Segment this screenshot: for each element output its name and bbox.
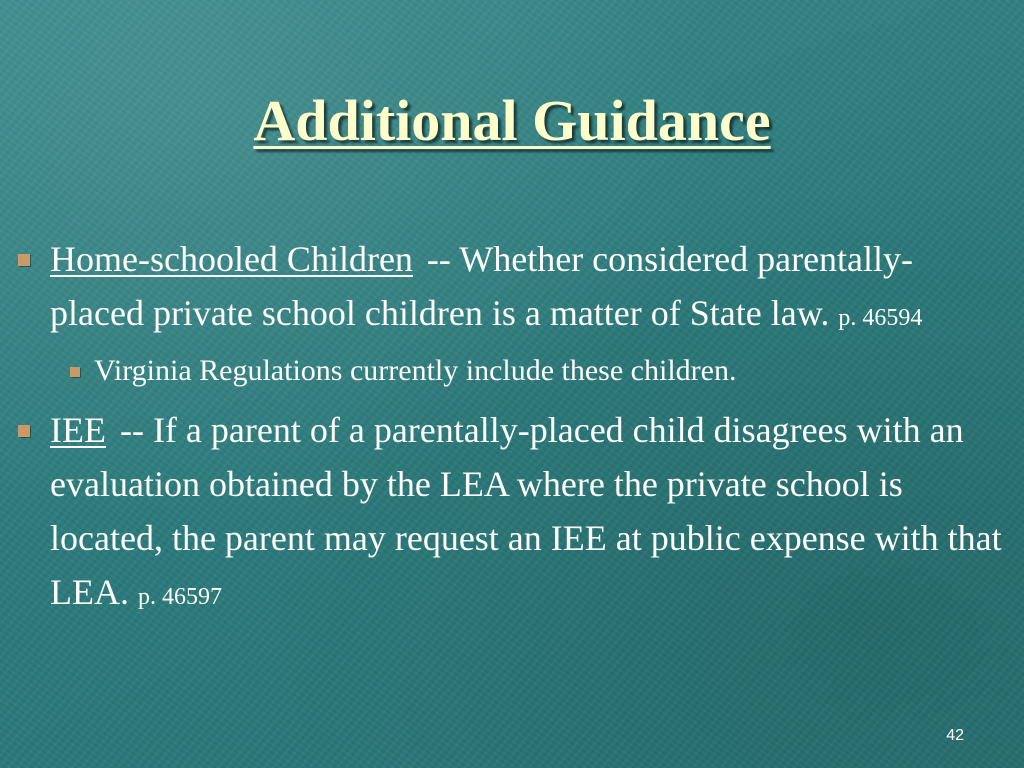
sub-bullet-item-virginia [50,347,1004,395]
bullet-item-iee [14,403,1004,624]
slide-body [14,232,1004,624]
bullet-text: -- If a parent of a parentally-placed child disagrees with an evaluation obtained by the LEA where the private school is located, the parent may request an IEE at public expense with that LEA. [50,410,1002,612]
sub-bullet-text: Virginia Regulations currently include these children. [94,354,737,387]
page-reference: p. 46597 [137,584,222,610]
square-bullet-icon [18,425,30,437]
square-bullet-icon [18,254,30,266]
page-reference: p. 46594 [838,305,923,331]
bullet-item-home-schooled [14,232,1004,395]
bullet-term: IEE [50,410,106,450]
square-bullet-icon [70,367,80,377]
bullet-text: -- Whether considered parentally-placed private school children is a matter of State law. [50,239,914,333]
slide-title: Additional Guidance [253,88,771,153]
slide-number: 42 [946,727,964,744]
bullet-term: Home-schooled Children [50,239,413,279]
